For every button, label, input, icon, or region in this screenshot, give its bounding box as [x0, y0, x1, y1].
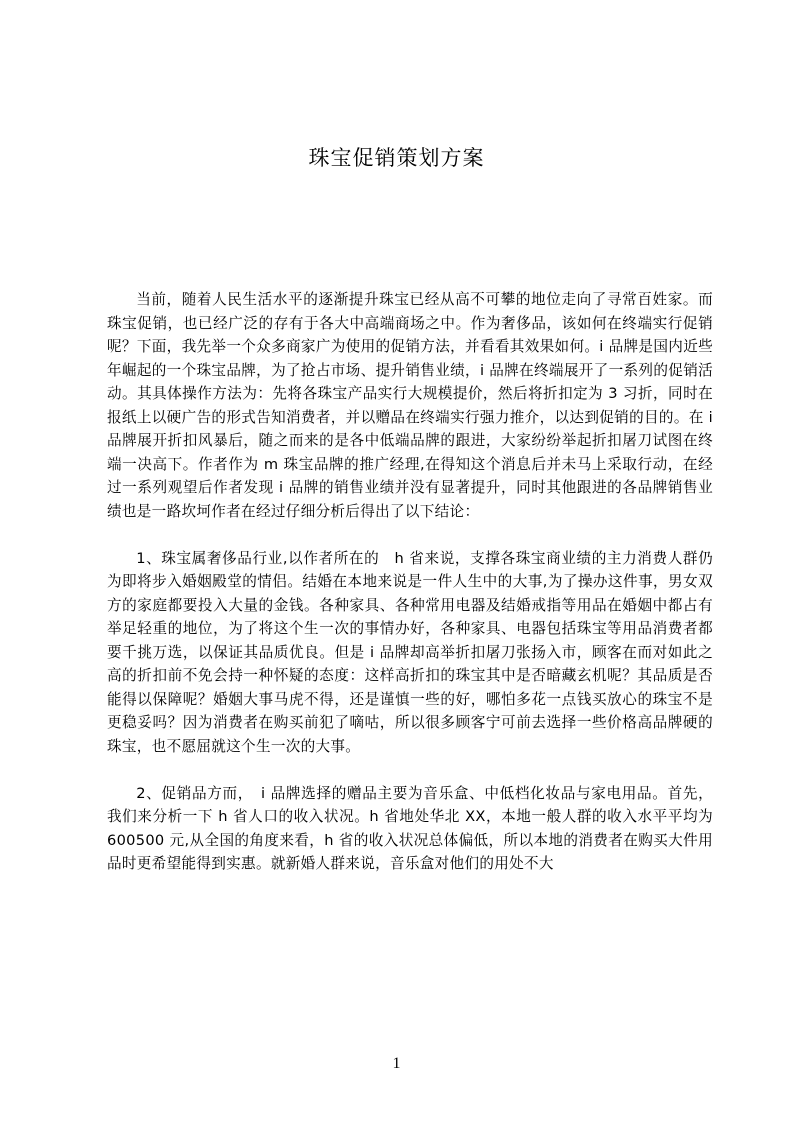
page-number: 1: [392, 1055, 401, 1072]
paragraph-gap: [107, 758, 713, 782]
paragraph-point-2: 2、促销品方而， i 品牌选择的赠品主要为音乐盒、中低档化妆品与家电用品。首先，我们来分析一下 h 省人口的收入状况。h 省地处华北 XX，本地一般人群的收入水平平均为 600500 元,从全国的角度来看，h 省的收入状况总体偏低，所以本地的消费者在购买大件用品时更希望能得到实惠。就新婚人群来说，音乐盒对他们的用处不大: [107, 784, 713, 872]
paragraph-point-1: 1、珠宝属奢侈品行业,以作者所在的 h 省来说，支撑各珠宝商业绩的主力消费人群仍为即将步入婚姻殿堂的情侣。结婚在本地来说是一件人生中的大事,为了操办这件事，男女双方的家庭都要投入大量的金钱。各种家具、各种常用电器及结婚戒指等用品在婚姻中都占有举足轻重的地位，为了将这个生一次的事情办好，各种家具、电器包括珠宝等用品消费者都要千挑万选，以保证其品质优良。但是 i 品牌却高举折扣屠刀张扬入市，顾客在而对如此之高的折扣前不免会持一种怀疑的态度：这样高折扣的珠宝其中是否暗藏玄机呢？其品质是否能得以保障呢？婚姻大事马虎不得，还是谨慎一些的好，哪怕多花一点钱买放心的珠宝不是更稳妥吗？因为消费者在购买前犯了嘀咕，所以很多顾客宁可前去选择一些价格高品牌硬的珠宝，也不愿屈就这个生一次的大事。: [107, 549, 713, 755]
document-title: 珠宝促销策划方案: [308, 146, 485, 170]
document-body: [107, 288, 713, 876]
paragraph-gap: [107, 523, 713, 547]
paragraph-intro: 当前，随着人民生活水平的逐渐提升珠宝已经从高不可攀的地位走向了寻常百姓家。而珠宝促销，也已经广泛的存有于各大中高端商场之中。作为奢侈品，该如何在终端实行促销呢？下面，我先举一个众多商家广为使用的促销方法，并看看其效果如何。i 品牌是国内近些年崛起的一个珠宝品牌，为了抢占市场、提升销售业绩，i 品牌在终端展开了一系列的促销活动。其具体操作方法为：先将各珠宝产品实行大规模提价，然后将折扣定为 3 习折，同时在报纸上以硬广告的形式告知消费者，并以赠品在终端实行强力推介，以达到促销的目的。在 i 品牌展开折扣风暴后，随之而来的是各中低端品牌的跟进，大家纷纷举起折扣屠刀试图在终端一决高下。作者作为 m 珠宝品牌的推广经理,在得知这个消息后并未马上采取行动，在经过一系列观望后作者发现 i 品牌的销售业绩并没有显著提升，同时其他跟进的各品牌销售业绩也是一路坎坷作者在经过仔细分析后得出了以下结论：: [107, 291, 713, 520]
